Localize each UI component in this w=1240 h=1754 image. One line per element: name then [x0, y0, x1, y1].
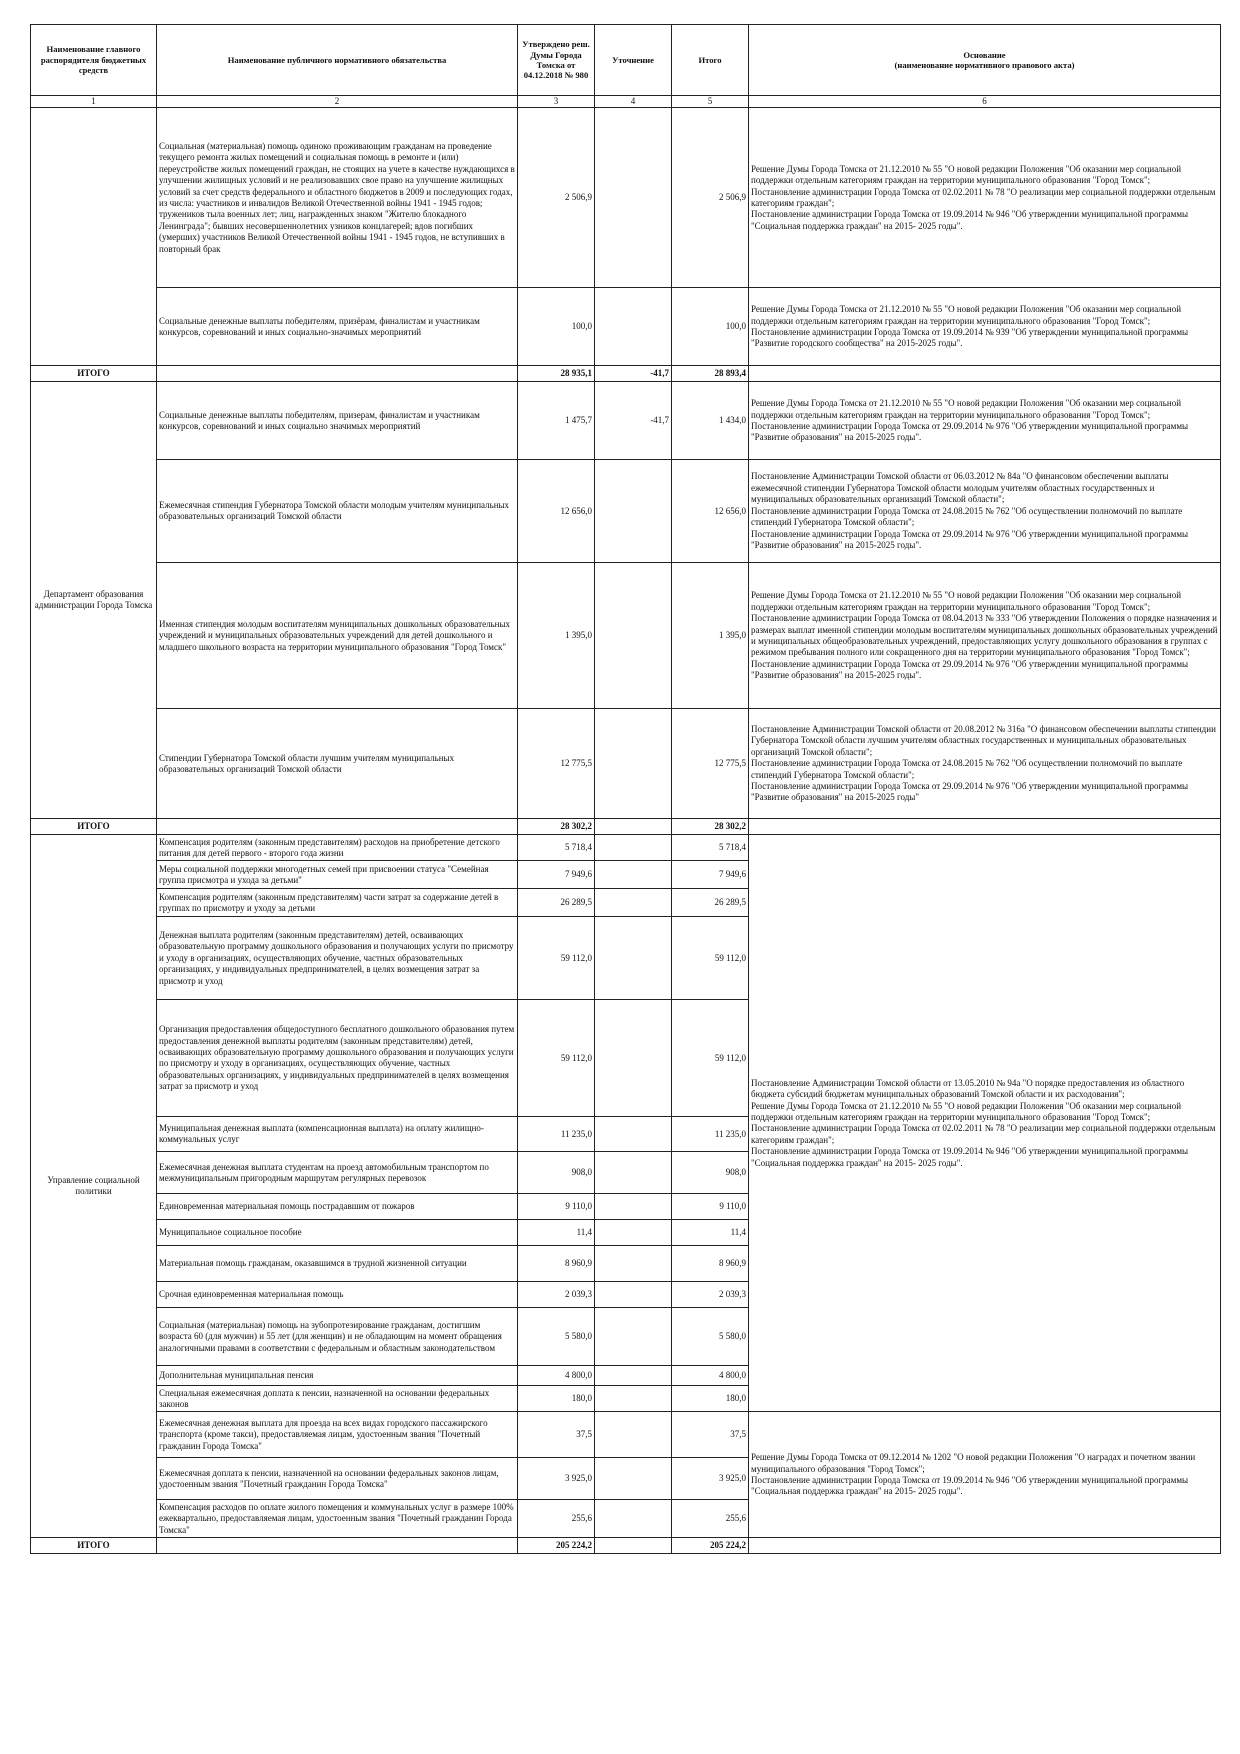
total-row [31, 1538, 1221, 1554]
basis-line: Постановление Администрации Томской области от 20.08.2012 № 316а "О финансовом обеспечении выплаты стипендии Губернатора Томской области лучшим учителям областных государственных и муниципальных образовательных организаций Томской области"; [751, 723, 1216, 757]
approved-value: 1 475,7 [518, 382, 595, 460]
adjustment-value: -41,7 [595, 382, 672, 460]
obligation-row [31, 460, 1221, 563]
basis-line: Решение Думы Города Томска от 21.12.2010 № 55 "О новой редакции Положения "Об оказании мер социальной поддержки отдельным категориям граждан на территории муниципального образования "Город Томск"; [751, 304, 1182, 326]
approved-value: 4 800,0 [518, 1366, 595, 1386]
header-col2: Наименование публичного нормативного обязательства [157, 25, 518, 96]
distributor-name: Управление социальной политики [31, 835, 157, 1538]
obligation-name: Социальные денежные выплаты победителям, призёрам, финалистам и участникам конкурсов, соревнований и иных социально-значимых мероприятий [157, 288, 518, 366]
total-value: 59 112,0 [672, 1000, 749, 1117]
total-value: 5 718,4 [672, 835, 749, 861]
approved-value: 8 960,9 [518, 1246, 595, 1282]
basis-cell [749, 1412, 1221, 1538]
total-value: 7 949,6 [672, 861, 749, 889]
obligation-name: Меры социальной поддержки многодетных семей при присвоении статуса "Семейная группа присмотра и ухода за детьми" [157, 861, 518, 889]
approved-value: 59 112,0 [518, 917, 595, 1000]
total-spacer [749, 366, 1221, 382]
total-value: 11 235,0 [672, 1117, 749, 1152]
basis-line: Постановление администрации Города Томска от 19.09.2014 № 946 "Об утверждении муниципальной программы "Социальная поддержка граждан" на 2015- 2025 годы". [751, 1474, 1189, 1497]
column-number-row [31, 96, 1221, 108]
total-value: 2 506,9 [672, 108, 749, 288]
obligation-name: Ежемесячная денежная выплата для проезда на всех видах городского пассажирского транспорта (кроме такси), предоставляемая лицам, удостоенным звания "Почетный гражданин Города Томска" [157, 1412, 518, 1458]
header-col1: Наименование главного распорядителя бюджетных средств [31, 25, 157, 96]
approved-value: 11,4 [518, 1220, 595, 1246]
column-number: 6 [749, 96, 1221, 108]
approved-value: 37,5 [518, 1412, 595, 1458]
basis-line: Решение Думы Города Томска от 21.12.2010 № 55 "О новой редакции Положения "Об оказании мер социальной поддержки отдельным категориям граждан на территории муниципального образования "Город Томск"; [751, 590, 1182, 612]
basis-line: Постановление Администрации Томской области от 13.05.2010 № 94а "О порядке предоставления из областного бюджета субсидий бюджетам муниципальных образований Томской области и их расходования"; [751, 1077, 1185, 1100]
total-value: 28 893,4 [672, 366, 749, 382]
basis-line: Решение Думы Города Томска от 21.12.2010 № 55 "О новой редакции Положения "Об оказании мер социальной поддержки отдельным категориям граждан на территории муниципального образования "Город Томск"; [751, 163, 1182, 186]
approved-value: 59 112,0 [518, 1000, 595, 1117]
total-value: 255,6 [672, 1500, 749, 1538]
basis-cell [749, 382, 1221, 460]
obligation-name: Ежемесячная стипендия Губернатора Томской области молодым учителям муниципальных образовательных организаций Томской области [157, 460, 518, 563]
header-col5: Итого [672, 25, 749, 96]
total-value: 26 289,5 [672, 889, 749, 917]
adjustment-value [595, 1538, 672, 1554]
column-number: 4 [595, 96, 672, 108]
header-col3: Утверждено реш. Думы Города Томска от 04.12.2018 № 980 [518, 25, 595, 96]
approved-value: 3 925,0 [518, 1458, 595, 1500]
obligation-row [31, 108, 1221, 288]
basis-line: Постановление администрации Города Томска от 19.09.2014 № 946 "Об утверждении муниципальной программы "Социальная поддержка граждан" на 2015- 2025 годы". [751, 1146, 1189, 1168]
total-value: 100,0 [672, 288, 749, 366]
adjustment-value [595, 1282, 672, 1308]
adjustment-value [595, 709, 672, 819]
total-row [31, 819, 1221, 835]
approved-value: 2 506,9 [518, 108, 595, 288]
approved-value: 28 935,1 [518, 366, 595, 382]
header-row [31, 25, 1221, 96]
header-col4: Уточнение [595, 25, 672, 96]
total-value: 12 775,5 [672, 709, 749, 819]
total-value: 8 960,9 [672, 1246, 749, 1282]
basis-line: Постановление администрации Города Томска от 24.08.2015 № 762 "Об осуществлении полномочий по выплате стипендий Губернатора Томской области"; [751, 505, 1183, 528]
obligation-name: Компенсация расходов по оплате жилого помещения и коммунальных услуг в размере 100% ежеквартально, предоставляемая лицам, удостоенным звания "Почетный гражданин Города Томска" [157, 1500, 518, 1538]
approved-value: 180,0 [518, 1386, 595, 1412]
obligation-name: Социальная (материальная) помощь на зубопротезирование гражданам, достигшим возраста 60 (для мужчин) и 55 лет (для женщин) и не обладающим на момент обращения аналогичными правами в соответствии с федеральным и областным законодательством [157, 1308, 518, 1366]
document-page [30, 24, 1221, 1554]
obligation-name: Ежемесячная денежная выплата студентам на проезд автомобильным транспортом по межмуниципальным пригородным маршрутам регулярных перевозок [157, 1152, 518, 1194]
basis-cell [749, 709, 1221, 819]
obligation-name: Единовременная материальная помощь пострадавшим от пожаров [157, 1194, 518, 1220]
basis-line: Постановление администрации Города Томска от 29.09.2014 № 976 "Об утверждении муниципальной программы "Развитие образования" на 2015-2025 годы" [751, 781, 1189, 803]
total-value: 59 112,0 [672, 917, 749, 1000]
basis-line: Решение Думы Города Томска от 21.12.2010 № 55 "О новой редакции Положения "Об оказании мер социальной поддержки отдельным категориям граждан на территории муниципального образования "Город Томск"; [751, 1100, 1182, 1122]
obligation-name: Стипендии Губернатора Томской области лучшим учителям муниципальных образовательных организаций Томской области [157, 709, 518, 819]
total-value: 4 800,0 [672, 1366, 749, 1386]
basis-line: Постановление администрации Города Томска от 08.04.2013 № 333 "Об утверждении Положения о порядке назначения и размерах выплат именной стипендии молодым воспитателям муниципальных дошкольных образовательных учреждений и муниципальных общеобразовательных учреждений, предоставляющих услугу дошкольного образования в группах с режимом пребывания полного или сокращенного дня на территории муниципального образования "Город Томск"; [751, 613, 1218, 658]
basis-line: Постановление администрации Города Томска от 24.08.2015 № 762 "Об осуществлении полномочий по выплате стипендий Губернатора Томской области"; [751, 758, 1183, 780]
approved-value: 26 289,5 [518, 889, 595, 917]
obligation-name: Социальные денежные выплаты победителям, призерам, финалистам и участникам конкурсов, соревнований и иных социально значимых мероприятий [157, 382, 518, 460]
column-number: 5 [672, 96, 749, 108]
total-value: 908,0 [672, 1152, 749, 1194]
basis-line: Постановление администрации Города Томска от 29.09.2014 № 976 "Об утверждении муниципальной программы "Развитие образования" на 2015-2025 годы". [751, 658, 1189, 681]
basis-cell [749, 288, 1221, 366]
basis-line: Решение Думы Города Томска от 09.12.2014 № 1202 "О новой редакции Положения "О наградах и почетном звании муниципального образования "Город Томск"; [751, 1452, 1196, 1474]
approved-value: 9 110,0 [518, 1194, 595, 1220]
total-value: 1 434,0 [672, 382, 749, 460]
adjustment-value [595, 1194, 672, 1220]
obligation-name: Срочная единовременная материальная помощь [157, 1282, 518, 1308]
obligation-name: Социальная (материальная) помощь одиноко проживающим гражданам на проведение текущего ремонта жилых помещений и социальная помощь в ремонте и (или) переустройстве жилых помещений граждан, не стоящих на учете в качестве нуждающихся в улучшении жилищных условий и не реализовавших свое право на улучшение жилищных условий за счет средств федерального и областного бюджетов в 2009 и последующих годах, из числа: участников и инвалидов Великой Отечественной войны 1941 - 1945 годов; тружеников тыла военных лет; лиц, награжденных знаком "Жителю блокадного Ленинграда"; бывших несовершеннолетних узников концлагерей; вдов погибших (умерших) участников Великой Отечественной войны 1941 - 1945 годов, не вступивших в повторный брак [157, 108, 518, 288]
basis-line: Постановление администрации Города Томска от 02.02.2011 № 78 "О реализации мер социальной поддержки отдельным категориям граждан"; [751, 1123, 1216, 1145]
obligation-row [31, 563, 1221, 709]
basis-line: Постановление администрации Города Томска от 02.02.2011 № 78 "О реализации мер социальной поддержки отдельным категориям граждан"; [751, 186, 1216, 208]
total-value: 5 580,0 [672, 1308, 749, 1366]
adjustment-value [595, 1152, 672, 1194]
basis-line: Постановление администрации Города Томска от 19.09.2014 № 939 "Об утверждении муниципальной программы "Развитие городского сообщества" на 2015-2025 годы". [751, 326, 1189, 349]
obligation-name: Денежная выплата родителям (законным представителям) детей, осваивающих образовательную программу дошкольного образования и получающих услуги по присмотру и уходу в организациях, осуществляющих обучение, частных образовательных организациях, у индивидуальных предпринимателей, в целях возмещения затрат за присмотр и уход [157, 917, 518, 1000]
obligation-row [31, 1412, 1221, 1458]
total-value: 1 395,0 [672, 563, 749, 709]
obligation-name: Материальная помощь гражданам, оказавшимся в трудной жизненной ситуации [157, 1246, 518, 1282]
total-value: 28 302,2 [672, 819, 749, 835]
approved-value: 5 580,0 [518, 1308, 595, 1366]
obligation-name: Муниципальное социальное пособие [157, 1220, 518, 1246]
header-col6-title: Основание [963, 49, 1006, 60]
adjustment-value [595, 1117, 672, 1152]
approved-value: 1 395,0 [518, 563, 595, 709]
adjustment-value [595, 460, 672, 563]
approved-value: 2 039,3 [518, 1282, 595, 1308]
adjustment-value [595, 1412, 672, 1458]
total-value: 205 224,2 [672, 1538, 749, 1554]
obligation-name: Организация предоставления общедоступного бесплатного дошкольного образования путем предоставления денежной выплаты родителям (законным представителям) детей, осваивающих образовательную программу дошкольного образования и получающих услуги по присмотру и уходу в организациях, осуществляющих обучение, частных образовательных организациях, у индивидуальных предпринимателей в целях возмещения затрат за присмотр и уход [157, 1000, 518, 1117]
distributor-name: Департамент образования администрации Города Томска [31, 382, 157, 819]
approved-value: 5 718,4 [518, 835, 595, 861]
obligation-name: Ежемесячная доплата к пенсии, назначенной на основании федеральных законов лицам, удостоенным звания "Почетный гражданин Города Томска" [157, 1458, 518, 1500]
basis-cell [749, 563, 1221, 709]
adjustment-value [595, 1500, 672, 1538]
total-spacer [157, 366, 518, 382]
approved-value: 100,0 [518, 288, 595, 366]
adjustment-value [595, 1000, 672, 1117]
basis-line: Решение Думы Города Томска от 21.12.2010 № 55 "О новой редакции Положения "Об оказании мер социальной поддержки отдельным категориям граждан на территории муниципального образования "Город Томск"; [751, 398, 1182, 420]
adjustment-value [595, 1220, 672, 1246]
total-spacer [157, 1538, 518, 1554]
column-number: 2 [157, 96, 518, 108]
total-spacer [749, 1538, 1221, 1554]
adjustment-value [595, 889, 672, 917]
total-row [31, 366, 1221, 382]
total-spacer [749, 819, 1221, 835]
approved-value: 255,6 [518, 1500, 595, 1538]
adjustment-value [595, 819, 672, 835]
adjustment-value [595, 108, 672, 288]
obligation-row [31, 709, 1221, 819]
obligation-name: Специальная ежемесячная доплата к пенсии, назначенной на основании федеральных законов [157, 1386, 518, 1412]
obligation-name: Именная стипендия молодым воспитателям муниципальных дошкольных образовательных учреждений и муниципальных образовательных учреждений для детей дошкольного и младшего школьного возраста на территории муниципального образования "Город Томск" [157, 563, 518, 709]
total-value: 180,0 [672, 1386, 749, 1412]
adjustment-value [595, 917, 672, 1000]
adjustment-value [595, 1308, 672, 1366]
approved-value: 7 949,6 [518, 861, 595, 889]
approved-value: 12 656,0 [518, 460, 595, 563]
total-label: ИТОГО [31, 366, 157, 382]
basis-line: Постановление администрации Города Томска от 29.09.2014 № 976 "Об утверждении муниципальной программы "Развитие образования" на 2015-2025 годы". [751, 528, 1189, 550]
total-value: 12 656,0 [672, 460, 749, 563]
total-label: ИТОГО [31, 819, 157, 835]
total-value: 2 039,3 [672, 1282, 749, 1308]
obligation-row [31, 288, 1221, 366]
adjustment-value [595, 1366, 672, 1386]
distributor-name [31, 108, 157, 366]
basis-line: Постановление администрации Города Томска от 29.09.2014 № 976 "Об утверждении муниципальной программы "Развитие образования" на 2015-2025 годы". [751, 420, 1189, 443]
obligation-name: Компенсация родителям (законным представителям) части затрат за содержание детей в группах по присмотру и уходу за детьми [157, 889, 518, 917]
basis-cell [749, 835, 1221, 1412]
approved-value: 205 224,2 [518, 1538, 595, 1554]
header-col6 [749, 25, 1221, 96]
approved-value: 28 302,2 [518, 819, 595, 835]
basis-cell [749, 460, 1221, 563]
obligation-name: Муниципальная денежная выплата (компенсационная выплата) на оплату жилищно-коммунальных услуг [157, 1117, 518, 1152]
adjustment-value [595, 1458, 672, 1500]
obligation-row [31, 382, 1221, 460]
adjustment-value [595, 563, 672, 709]
adjustment-value: -41,7 [595, 366, 672, 382]
approved-value: 12 775,5 [518, 709, 595, 819]
basis-line: Постановление администрации Города Томска от 19.09.2014 № 946 "Об утверждении муниципальной программы "Социальная поддержка граждан" на 2015- 2025 годы". [751, 209, 1189, 231]
approved-value: 11 235,0 [518, 1117, 595, 1152]
total-value: 9 110,0 [672, 1194, 749, 1220]
total-value: 11,4 [672, 1220, 749, 1246]
basis-cell [749, 108, 1221, 288]
obligation-name: Компенсация родителям (законным представителям) расходов на приобретение детского питания для детей первого - второго года жизни [157, 835, 518, 861]
total-spacer [157, 819, 518, 835]
column-number: 1 [31, 96, 157, 108]
total-value: 37,5 [672, 1412, 749, 1458]
obligations-table [30, 24, 1221, 1554]
total-label: ИТОГО [31, 1538, 157, 1554]
adjustment-value [595, 835, 672, 861]
obligation-name: Дополнительная муниципальная пенсия [157, 1366, 518, 1386]
total-value: 3 925,0 [672, 1458, 749, 1500]
approved-value: 908,0 [518, 1152, 595, 1194]
column-number: 3 [518, 96, 595, 108]
obligation-row [31, 835, 1221, 861]
adjustment-value [595, 1386, 672, 1412]
adjustment-value [595, 1246, 672, 1282]
basis-line: Постановление Администрации Томской области от 06.03.2012 № 84а "О финансовом обеспечении выплаты ежемесячной стипендии Губернатора Томской области молодым учителям областных государственных и муниципальных образовательных организаций Томской области"; [751, 471, 1169, 505]
adjustment-value [595, 861, 672, 889]
header-col6-subtitle: (наименование нормативного правового акта) [894, 60, 1075, 70]
adjustment-value [595, 288, 672, 366]
